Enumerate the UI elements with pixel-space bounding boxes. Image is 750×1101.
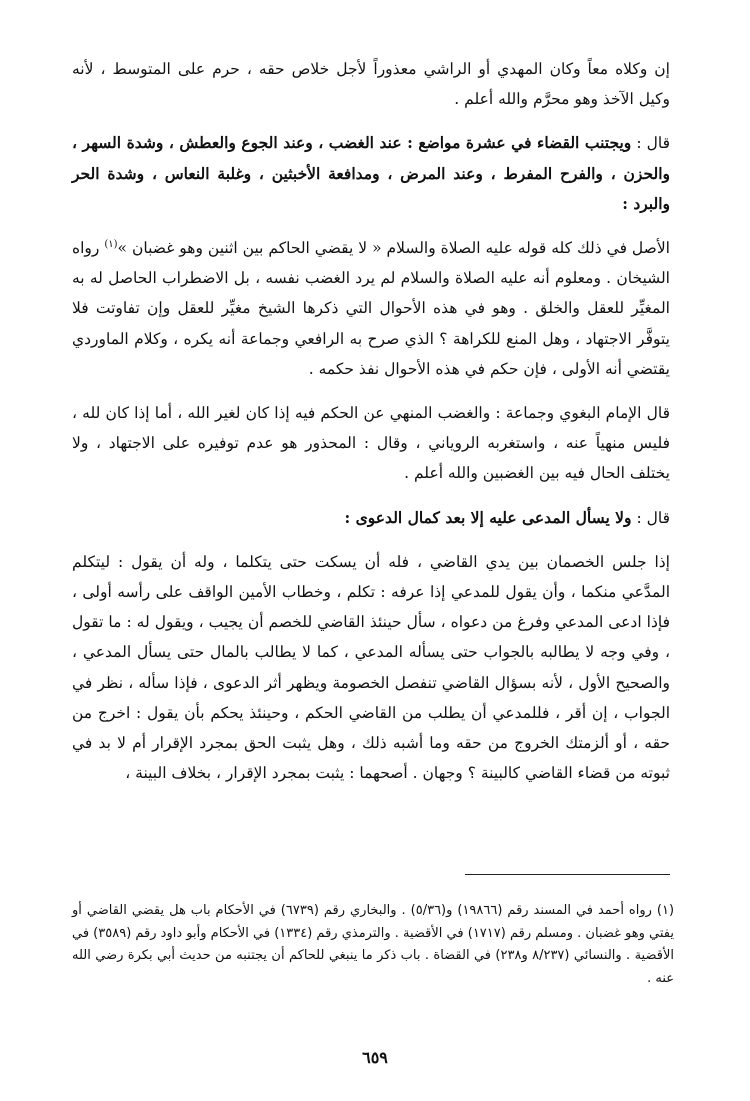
paragraph-4: قال الإمام البغوي وجماعة : والغضب المنهي عن الحكم فيه إذا كان لغير الله ، أما إذا كان لله ، فليس منهياً عنه ، واستغربه الروياني ، وقال : المحذور هو عدم توفيره على الاجتهاد ، ولا يختلف الحال فيه بين الغضبين والله أعلم .	[72, 404, 670, 483]
page-number: ٦٥٩	[362, 1048, 388, 1067]
footnote: (١) رواه أحمد في المسند رقم (١٩٨٦٦) و(٥/٣٦) . والبخاري رقم (٦٧٣٩) في الأحكام باب هل يقضي القاضي أو يفتي وهو غضبان . ومسلم رقم (١٧١٧) في الأقضية . والترمذي رقم (١٣٣٤) في الأحكام وأبو داود رقم (٣٥٨٩) في الأقضية . والنسائي (٨/٢٣٧ و٢٣٨) في القضاة . باب ذكر ما ينبغي للحاكم أن يجتنبه من حديث أبي بكرة رضي الله عنه .	[72, 903, 675, 986]
paragraph-gap	[72, 114, 670, 128]
paragraph-3	[72, 233, 670, 384]
paragraph-gap	[72, 489, 670, 503]
paragraph-6: إذا جلس الخصمان بين يدي القاضي ، فله أن يسكت حتى يتكلما ، وله أن يقول : ليتكلم المدَّعي منكما ، وأن يقول للمدعي إذا عرفه : تكلم ، وخطاب الأمين الواقف على رأسه أولى ، فإذا ادعى المدعي وفرغ من دعواه ، سأل حينئذ القاضي للخصم أن يجيب ، ويقول له : ما تقول ، وفي وجه لا يطالبه بالجواب حتى يسأله المدعي ، كما لا يطالب بالمال حتى يسأل المدعي ، والصحيح الأول ، لأنه بسؤال القاضي تنفصل الخصومة ويظهر أثر الدعوى ، فإذا سأله ، نظر في الجواب ، إن أقر ، فللمدعي أن يطلب من القاضي الحكم ، وحينئذ يحكم بأن يقول : اخرج من حقه ، أو ألزمتك الخروج من حقه وما أشبه ذلك ، وهل يثبت الحق بمجرد الإقرار أم لا بد في ثبوته من قضاء القاضي كالبينة ؟ وجهان . أصحهما : يثبت بمجرد الإقرار ، بخلاف البينة ،	[72, 552, 670, 783]
paragraph-2-prefix: قال :	[631, 134, 670, 153]
section-heading	[72, 503, 670, 533]
paragraph-gap	[72, 219, 670, 233]
footnote-separator	[465, 874, 670, 875]
paragraph-3-hadith: الأصل في ذلك كله قوله عليه الصلاة والسلام « لا يقضي الحاكم بين اثنين وهو غضبان »	[117, 239, 670, 258]
paragraph-gap	[72, 384, 670, 398]
section-heading-text: ولا يسأل المدعى عليه إلا بعد كمال الدعوى :	[344, 507, 632, 527]
paragraph-gap	[72, 533, 670, 547]
section-heading-prefix: قال :	[631, 508, 670, 527]
page-body	[72, 54, 670, 788]
paragraph-2-rule: ويجتنب القضاء في عشرة مواضع : عند الغضب ، وعند الجوع والعطش ، وشدة السهر ، والحزن ، والفرح المفرط ، وعند المرض ، ومدافعة الأخبثين ، وغلبة النعاس ، وشدة الحر والبرد :	[72, 133, 670, 213]
footnote-reference[interactable]: (١)	[104, 238, 118, 250]
paragraph-3-commentary: رواه الشيخان . ومعلوم أنه عليه الصلاة والسلام لم يرد الغضب نفسه ، بل الاضطراب الحاصل له به المغيِّر للعقل والخلق . وهو في هذه الأحوال التي ذكرها الشيخ مغيِّر للعقل وإن تفاوتت فلا يتوفَّر الاجتهاد ، وهل المنع للكراهة ؟ الذي صرح به الرافعي وجماعة أنه يكره ، وكلام الماوردي يقتضي أنه الأولى ، فإن حكم في هذه الأحوال نفذ حكمه .	[72, 239, 670, 378]
paragraph-2	[72, 128, 670, 219]
paragraph-1: إن وكلاه معاً وكان المهدي أو الراشي معذوراً لأجل خلاص حقه ، حرم على المتوسط ، لأنه وكيل الآخذ وهو محرَّم والله أعلم .	[72, 60, 670, 109]
